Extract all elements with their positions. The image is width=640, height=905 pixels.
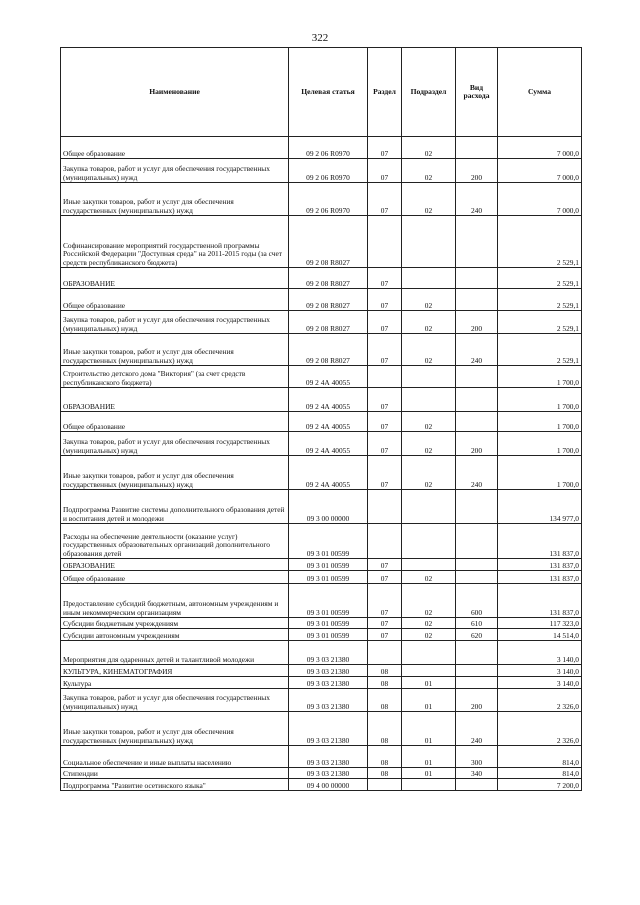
cell-amount: 2 529,1 — [498, 334, 582, 366]
cell-amount: 1 700,0 — [498, 412, 582, 432]
cell-expense-type: 200 — [456, 159, 498, 183]
cell-name: Общее образование — [61, 137, 289, 159]
cell-name: Расходы на обеспечение деятельности (оказание услуг) государственных образовательных организаций дополнительного образования детей — [61, 524, 289, 559]
cell-target: 09 2 08 R8027 — [289, 268, 368, 289]
cell-section: 08 — [368, 768, 402, 779]
cell-name: Иные закупки товаров, работ и услуг для обеспечения государственных (муниципальных) нужд — [61, 334, 289, 366]
cell-expense-type — [456, 641, 498, 665]
cell-section — [368, 779, 402, 791]
cell-name: Предоставление субсидий бюджетным, автономным учреждениям и иным некоммерческим организациям — [61, 584, 289, 618]
table-row — [61, 311, 582, 334]
cell-target: 09 3 01 00599 — [289, 559, 368, 571]
cell-name: Иные закупки товаров, работ и услуг для обеспечения государственных (муниципальных) нужд — [61, 712, 289, 746]
cell-subsection — [402, 388, 456, 412]
cell-amount: 7 200,0 — [498, 779, 582, 791]
table-row — [61, 289, 582, 311]
cell-name: Иные закупки товаров, работ и услуг для обеспечения государственных (муниципальных) нужд — [61, 183, 289, 216]
cell-subsection: 02 — [402, 137, 456, 159]
cell-section: 07 — [368, 268, 402, 289]
table-row — [61, 490, 582, 524]
table-row — [61, 779, 582, 791]
cell-name: Закупка товаров, работ и услуг для обеспечения государственных (муниципальных) нужд — [61, 432, 289, 456]
cell-expense-type — [456, 366, 498, 388]
cell-section — [368, 641, 402, 665]
cell-section: 07 — [368, 571, 402, 584]
cell-target: 09 2 06 R0970 — [289, 183, 368, 216]
cell-target: 09 2 06 R0970 — [289, 159, 368, 183]
cell-expense-type — [456, 571, 498, 584]
cell-expense-type — [456, 665, 498, 677]
cell-name: КУЛЬТУРА, КИНЕМАТОГРАФИЯ — [61, 665, 289, 677]
cell-name: Закупка товаров, работ и услуг для обеспечения государственных (муниципальных) нужд — [61, 689, 289, 712]
cell-target: 09 2 08 R8027 — [289, 311, 368, 334]
cell-name: Социальное обеспечение и иные выплаты населению — [61, 746, 289, 768]
cell-amount: 134 977,0 — [498, 490, 582, 524]
cell-name: Субсидии бюджетным учреждениям — [61, 618, 289, 629]
cell-subsection — [402, 268, 456, 289]
cell-name: Закупка товаров, работ и услуг для обеспечения государственных (муниципальных) нужд — [61, 311, 289, 334]
cell-name: Общее образование — [61, 412, 289, 432]
cell-name: Общее образование — [61, 571, 289, 584]
cell-section: 07 — [368, 456, 402, 490]
cell-target: 09 3 03 21380 — [289, 746, 368, 768]
cell-amount: 2 529,1 — [498, 289, 582, 311]
cell-expense-type — [456, 268, 498, 289]
cell-expense-type — [456, 779, 498, 791]
cell-section: 07 — [368, 388, 402, 412]
table-row — [61, 618, 582, 629]
cell-subsection: 02 — [402, 618, 456, 629]
table-row — [61, 712, 582, 746]
cell-subsection: 01 — [402, 768, 456, 779]
cell-amount: 2 529,1 — [498, 311, 582, 334]
cell-subsection — [402, 559, 456, 571]
cell-target: 09 2 4А 40055 — [289, 366, 368, 388]
cell-section: 08 — [368, 746, 402, 768]
cell-subsection: 02 — [402, 311, 456, 334]
cell-subsection: 02 — [402, 432, 456, 456]
cell-name: Закупка товаров, работ и услуг для обеспечения государственных (муниципальных) нужд — [61, 159, 289, 183]
cell-amount: 2 529,1 — [498, 216, 582, 268]
cell-target: 09 4 00 00000 — [289, 779, 368, 791]
cell-amount: 1 700,0 — [498, 456, 582, 490]
cell-subsection: 02 — [402, 183, 456, 216]
cell-amount: 2 326,0 — [498, 689, 582, 712]
cell-expense-type — [456, 289, 498, 311]
header-subsection: Подраздел — [402, 48, 456, 137]
table-row — [61, 641, 582, 665]
header-name: Наименование — [61, 48, 289, 137]
cell-amount: 2 326,0 — [498, 712, 582, 746]
cell-amount: 117 323,0 — [498, 618, 582, 629]
cell-amount: 7 000,0 — [498, 137, 582, 159]
cell-amount: 1 700,0 — [498, 432, 582, 456]
table-row — [61, 629, 582, 641]
cell-name: ОБРАЗОВАНИЕ — [61, 388, 289, 412]
cell-subsection: 01 — [402, 746, 456, 768]
cell-subsection: 02 — [402, 412, 456, 432]
cell-amount: 14 514,0 — [498, 629, 582, 641]
table-row — [61, 366, 582, 388]
cell-expense-type — [456, 677, 498, 689]
cell-section: 08 — [368, 677, 402, 689]
cell-expense-type — [456, 388, 498, 412]
table-row — [61, 665, 582, 677]
cell-expense-type: 200 — [456, 311, 498, 334]
cell-subsection: 01 — [402, 712, 456, 746]
cell-name: ОБРАЗОВАНИЕ — [61, 268, 289, 289]
table-header-row — [61, 48, 582, 137]
cell-expense-type: 620 — [456, 629, 498, 641]
cell-subsection — [402, 779, 456, 791]
cell-subsection: 01 — [402, 677, 456, 689]
cell-target: 09 3 01 00599 — [289, 618, 368, 629]
cell-subsection — [402, 524, 456, 559]
cell-subsection: 02 — [402, 584, 456, 618]
cell-subsection — [402, 665, 456, 677]
cell-expense-type: 240 — [456, 712, 498, 746]
cell-subsection: 02 — [402, 571, 456, 584]
cell-target: 09 2 4А 40055 — [289, 432, 368, 456]
cell-target: 09 2 08 R8027 — [289, 216, 368, 268]
cell-expense-type — [456, 524, 498, 559]
cell-name: Культура — [61, 677, 289, 689]
cell-expense-type: 300 — [456, 746, 498, 768]
cell-name: Субсидии автономным учреждениям — [61, 629, 289, 641]
cell-section — [368, 524, 402, 559]
cell-amount: 1 700,0 — [498, 388, 582, 412]
table-row — [61, 677, 582, 689]
cell-target: 09 2 4А 40055 — [289, 388, 368, 412]
page-number: 322 — [311, 32, 329, 44]
cell-name: ОБРАЗОВАНИЕ — [61, 559, 289, 571]
cell-subsection: 02 — [402, 159, 456, 183]
cell-section: 07 — [368, 432, 402, 456]
table-row — [61, 456, 582, 490]
cell-target: 09 2 06 R0970 — [289, 137, 368, 159]
cell-expense-type — [456, 490, 498, 524]
table-row — [61, 216, 582, 268]
cell-subsection: 02 — [402, 334, 456, 366]
header-amount: Сумма — [498, 48, 582, 137]
table-row — [61, 746, 582, 768]
table-row — [61, 334, 582, 366]
cell-target: 09 3 03 21380 — [289, 712, 368, 746]
cell-expense-type — [456, 216, 498, 268]
cell-expense-type: 200 — [456, 689, 498, 712]
table-row — [61, 768, 582, 779]
table-row — [61, 412, 582, 432]
cell-subsection: 02 — [402, 456, 456, 490]
cell-target: 09 3 03 21380 — [289, 689, 368, 712]
cell-target: 09 2 08 R8027 — [289, 289, 368, 311]
cell-target: 09 3 03 21380 — [289, 768, 368, 779]
table-row — [61, 584, 582, 618]
cell-section: 07 — [368, 159, 402, 183]
header-section: Раздел — [368, 48, 402, 137]
cell-subsection: 02 — [402, 629, 456, 641]
cell-name: Мероприятия для одаренных детей и талантливой молодежи — [61, 641, 289, 665]
table-row — [61, 689, 582, 712]
cell-name: Общее образование — [61, 289, 289, 311]
cell-name: Подпрограмма Развитие системы дополнительного образования детей и воспитания детей и молодежи — [61, 490, 289, 524]
cell-section: 07 — [368, 183, 402, 216]
cell-section — [368, 216, 402, 268]
table-row — [61, 159, 582, 183]
cell-amount: 131 837,0 — [498, 524, 582, 559]
cell-target: 09 2 08 R8027 — [289, 334, 368, 366]
cell-subsection: 02 — [402, 289, 456, 311]
table-row — [61, 524, 582, 559]
cell-section: 07 — [368, 311, 402, 334]
header-target: Целевая статья — [289, 48, 368, 137]
cell-target: 09 3 01 00599 — [289, 571, 368, 584]
cell-section: 07 — [368, 137, 402, 159]
cell-subsection: 01 — [402, 689, 456, 712]
cell-name: Иные закупки товаров, работ и услуг для обеспечения государственных (муниципальных) нужд — [61, 456, 289, 490]
cell-expense-type — [456, 137, 498, 159]
cell-target: 09 3 01 00599 — [289, 584, 368, 618]
cell-expense-type — [456, 412, 498, 432]
cell-expense-type: 340 — [456, 768, 498, 779]
table-row — [61, 388, 582, 412]
cell-section: 07 — [368, 334, 402, 366]
cell-amount: 131 837,0 — [498, 584, 582, 618]
cell-amount: 7 000,0 — [498, 183, 582, 216]
cell-expense-type: 240 — [456, 456, 498, 490]
cell-section: 08 — [368, 712, 402, 746]
cell-section: 07 — [368, 629, 402, 641]
cell-section — [368, 490, 402, 524]
cell-name: Строительство детского дома "Виктория" (за счет средств республиканского бюджета) — [61, 366, 289, 388]
cell-expense-type — [456, 559, 498, 571]
cell-amount: 131 837,0 — [498, 571, 582, 584]
table-row — [61, 432, 582, 456]
cell-target: 09 3 03 21380 — [289, 665, 368, 677]
cell-expense-type: 240 — [456, 334, 498, 366]
cell-target: 09 2 4А 40055 — [289, 456, 368, 490]
cell-amount: 1 700,0 — [498, 366, 582, 388]
cell-section: 08 — [368, 689, 402, 712]
cell-expense-type: 200 — [456, 432, 498, 456]
cell-target: 09 3 01 00599 — [289, 524, 368, 559]
cell-section: 07 — [368, 584, 402, 618]
cell-name: Софинансирование мероприятий государственной программы Российской Федерации "Доступная среда" на 2011-2015 годы (за счет средств республиканского бюджета) — [61, 216, 289, 268]
cell-target: 09 3 03 21380 — [289, 641, 368, 665]
cell-target: 09 3 00 00000 — [289, 490, 368, 524]
cell-section: 07 — [368, 559, 402, 571]
table-body — [61, 137, 582, 791]
table-row — [61, 137, 582, 159]
cell-subsection — [402, 366, 456, 388]
cell-amount: 3 140,0 — [498, 665, 582, 677]
table-row — [61, 183, 582, 216]
cell-target: 09 3 01 00599 — [289, 629, 368, 641]
cell-amount: 3 140,0 — [498, 677, 582, 689]
cell-expense-type: 610 — [456, 618, 498, 629]
cell-amount: 131 837,0 — [498, 559, 582, 571]
cell-subsection — [402, 641, 456, 665]
cell-target: 09 3 03 21380 — [289, 677, 368, 689]
cell-section — [368, 366, 402, 388]
cell-amount: 814,0 — [498, 768, 582, 779]
cell-amount: 814,0 — [498, 746, 582, 768]
cell-expense-type: 240 — [456, 183, 498, 216]
cell-target: 09 2 4А 40055 — [289, 412, 368, 432]
cell-subsection — [402, 490, 456, 524]
table-row — [61, 268, 582, 289]
cell-section: 07 — [368, 289, 402, 311]
cell-section: 08 — [368, 665, 402, 677]
cell-section: 07 — [368, 618, 402, 629]
cell-subsection — [402, 216, 456, 268]
table-row — [61, 559, 582, 571]
cell-expense-type: 600 — [456, 584, 498, 618]
cell-amount: 3 140,0 — [498, 641, 582, 665]
table-row — [61, 571, 582, 584]
cell-section: 07 — [368, 412, 402, 432]
cell-amount: 7 000,0 — [498, 159, 582, 183]
cell-name: Стипендии — [61, 768, 289, 779]
cell-amount: 2 529,1 — [498, 268, 582, 289]
cell-name: Подпрограмма "Развитие осетинского языка" — [61, 779, 289, 791]
budget-table — [60, 47, 582, 791]
header-expense-type: Вид расхода — [456, 48, 498, 137]
